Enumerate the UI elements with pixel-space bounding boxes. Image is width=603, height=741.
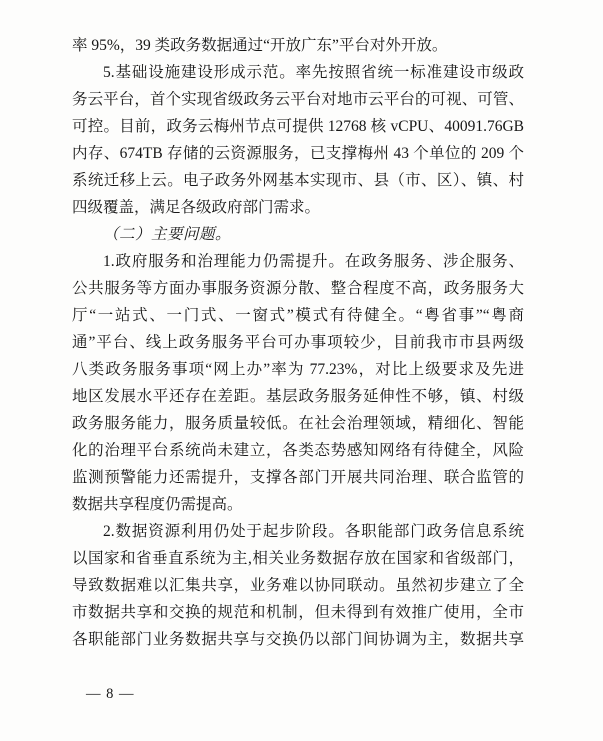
- body-paragraph: [72, 518, 524, 653]
- page-footer: [86, 686, 135, 703]
- text-line: （二）主要问题。: [103, 226, 232, 243]
- text-line: 政务服务能力，服务质量较低。在社会治理领域，精细化、智能: [72, 415, 524, 432]
- text-line: 1.政府服务和治理能力仍需提升。在政务服务、涉企服务、: [103, 253, 524, 270]
- text-line: 化的治理平台系统尚未建立，各类态势感知网络有待健全，风险: [72, 442, 524, 459]
- text-line: 八类政务服务事项“网上办”率为 77.23%，对比上级要求及先进: [72, 361, 524, 378]
- text-line: 地区发展水平还存在差距。基层政务服务延伸性不够，镇、村级: [72, 388, 524, 405]
- body-paragraph: [72, 248, 524, 518]
- text-line: 2.数据资源利用仍处于起步阶段。各职能部门政务信息系统: [103, 523, 524, 540]
- text-line: 内存、674TB 存储的云资源服务，已支撑梅州 43 个单位的 209 个: [72, 145, 524, 162]
- text-line: 率 95%，39 类政务数据通过“开放广东”平台对外开放。: [72, 37, 448, 54]
- text-line: 数据共享程度仍需提高。: [72, 496, 243, 513]
- text-line: 厅“一站式、一门式、一窗式”模式有待健全。“粤省事”“粤商: [72, 307, 524, 324]
- text-line: 公共服务等方面办事服务资源分散、整合程度不高，政务服务大: [72, 280, 524, 297]
- body-paragraph: [72, 59, 524, 221]
- text-line: 监测预警能力还需提升，支撑各部门开展共同治理、联合监管的: [72, 469, 524, 486]
- text-line: 通”平台、线上政务服务平台可办事项较少，目前我市市县两级: [72, 334, 524, 351]
- text-line: 市数据共享和交换的规范和机制，但未得到有效推广使用，全市: [72, 604, 524, 621]
- text-line: 系统迁移上云。电子政务外网基本实现市、县（市、区）、镇、村: [72, 172, 524, 189]
- document-body: [72, 32, 524, 653]
- text-line: 导致数据难以汇集共享，业务难以协同联动。虽然初步建立了全: [72, 577, 524, 594]
- text-line: 各职能部门业务数据共享与交换仍以部门间协调为主，数据共享: [72, 631, 524, 648]
- text-line: 务云平台，首个实现省级政务云平台对地市云平台的可视、可管、: [72, 91, 524, 108]
- text-line: 可控。目前，政务云梅州节点可提供 12768 核 vCPU、40091.76GB: [72, 118, 524, 135]
- body-paragraph: [72, 32, 524, 59]
- subheading-paragraph: [72, 221, 524, 248]
- page-number: — 8 —: [86, 686, 135, 702]
- text-line: 四级覆盖，满足各级政府部门需求。: [72, 199, 321, 216]
- text-line: 5.基础设施建设形成示范。率先按照省统一标准建设市级政: [103, 64, 524, 81]
- text-line: 以国家和省垂直系统为主,相关业务数据存放在国家和省级部门，: [72, 550, 524, 567]
